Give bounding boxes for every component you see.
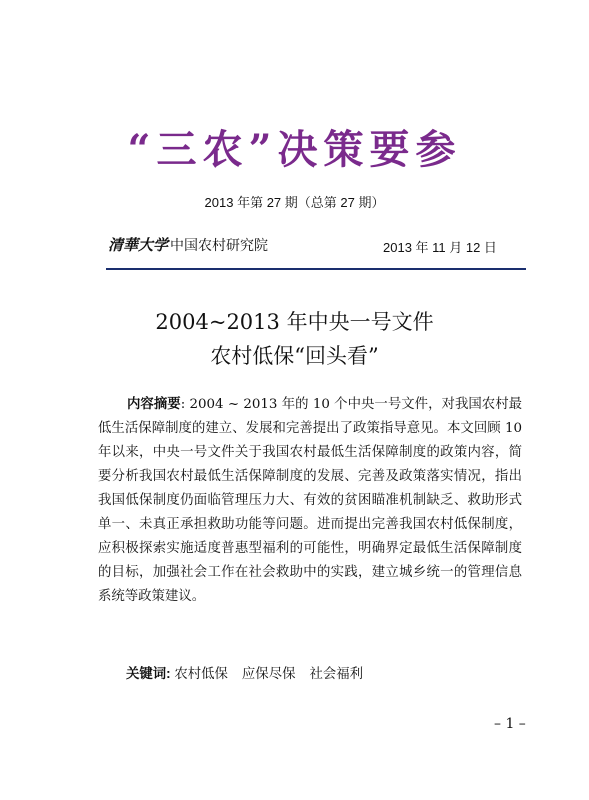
article-title-line-1: 2004~2013 年中央一号文件	[155, 310, 434, 334]
abstract-label: 内容摘要	[127, 396, 181, 411]
keywords-label: 关键词	[126, 666, 167, 681]
university-logo: 清華大学	[108, 236, 169, 254]
publisher	[108, 234, 268, 255]
header-divider	[106, 268, 526, 270]
issue-number: 2013 年第 27 期（总第 27 期）	[204, 195, 385, 210]
keyword-item: 农村低保	[174, 667, 228, 682]
keyword-item: 社会福利	[309, 667, 364, 682]
publisher-name: 中国农村研究院	[170, 238, 269, 254]
abstract-text: : 2004 ~ 2013 年的 10 个中央一号文件，对我国农村最低生活保障制度的建立、发展和完善提出了政策指导意见。本文回顾 10 年以来，中央一号文件关于我国农村最低生活保障制度的政策内容，简要分析我国农村最低生活保障制度的发展、完善及政策落实情况，指出我国低保制度仍面临管理压力大、有效的贫困瞄准机制缺乏、救助形式单一、未真正承担救助功能等问题。进而提出完善我国农村低保制度，应积极探索实施适度普惠型福利的可能性，明确界定最低生活保障制度的目标，加强社会工作在社会救助中的实践，建立城乡统一的管理信息系统等政策建议。	[98, 397, 523, 604]
publish-date: 2013 年 11 月 12 日	[383, 240, 497, 255]
masthead-title: “三农”决策要参	[127, 126, 462, 173]
page-number: – 1 –	[494, 716, 526, 732]
keywords	[126, 663, 377, 682]
keyword-item: 应保尽保	[241, 667, 296, 682]
keywords-colon: :	[166, 666, 175, 681]
article-title-line-2: 农村低保“回头看”	[210, 344, 379, 368]
abstract	[98, 392, 522, 609]
